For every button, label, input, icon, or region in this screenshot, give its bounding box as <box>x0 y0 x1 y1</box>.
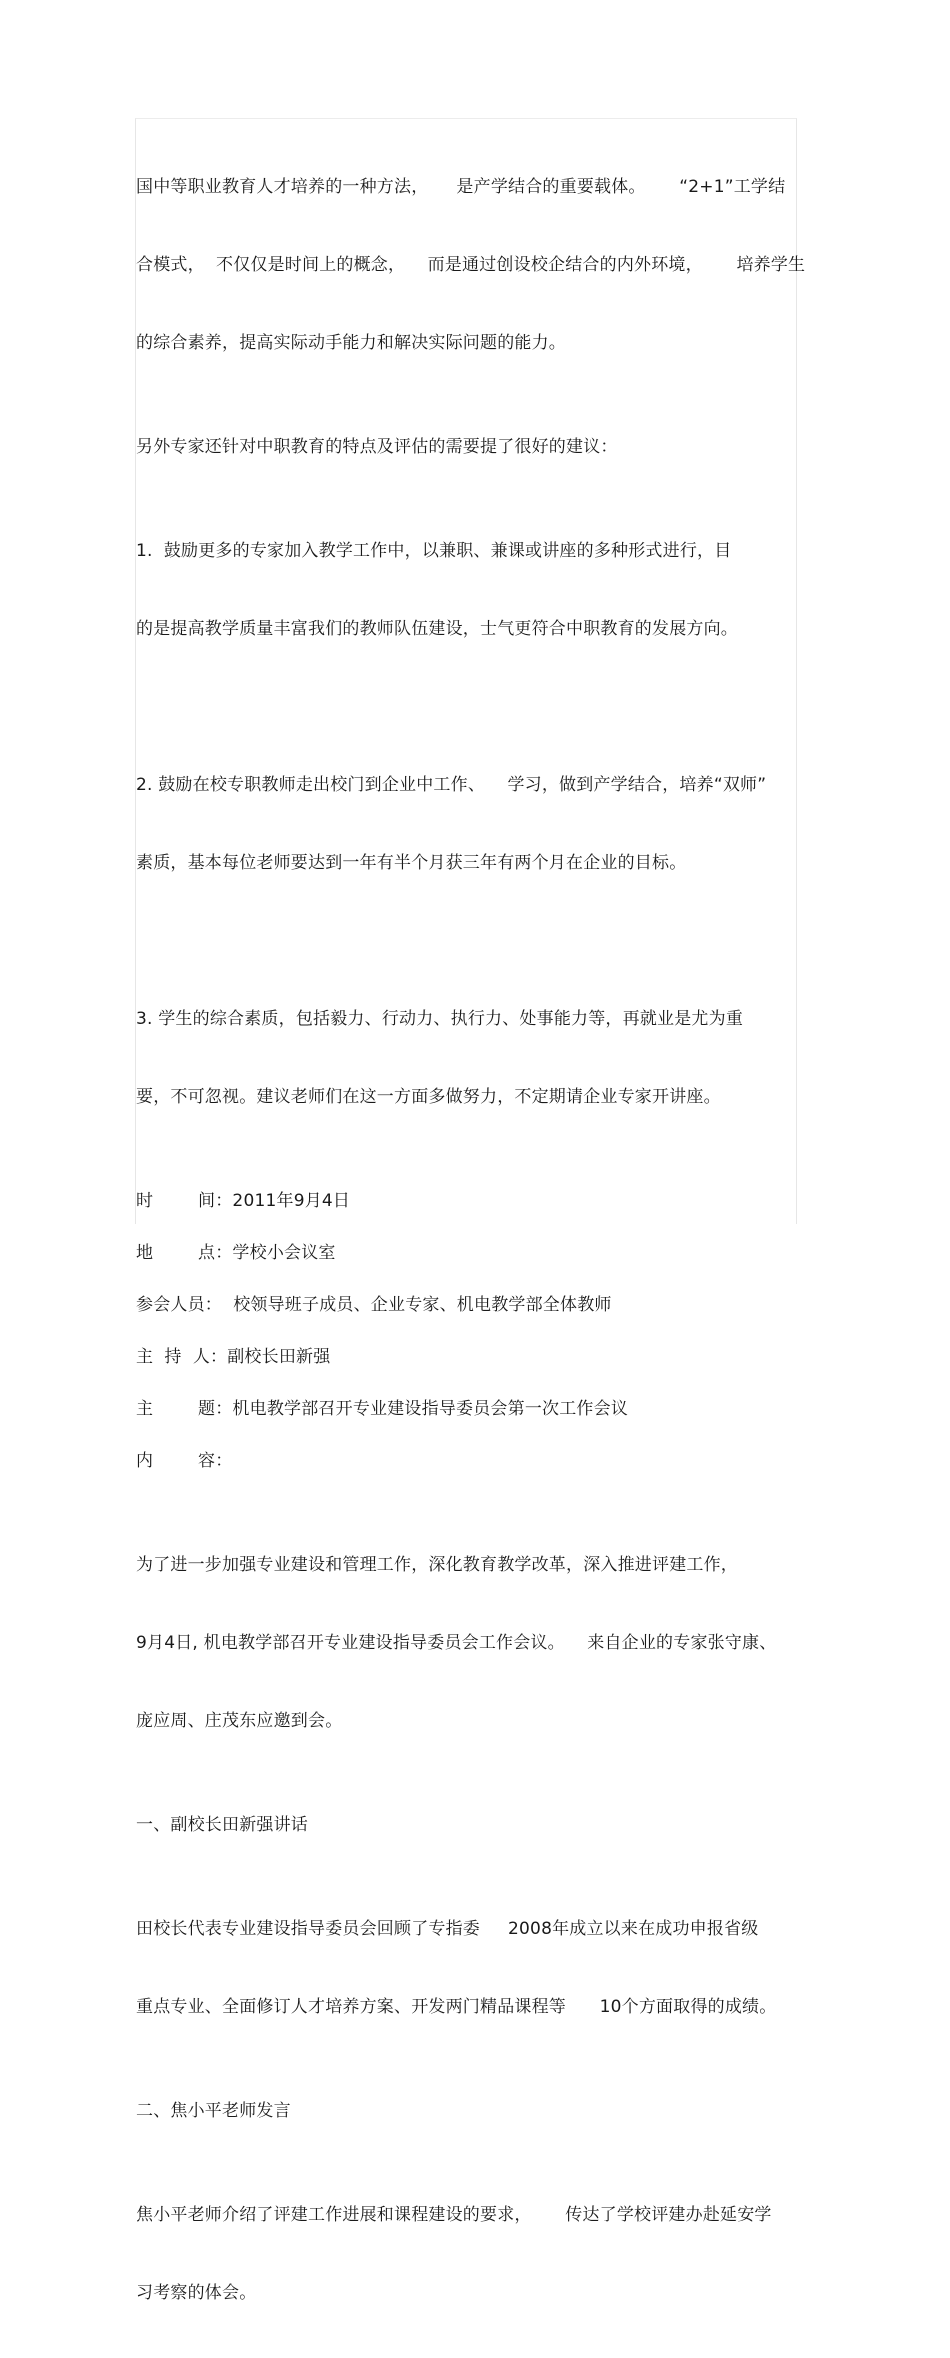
section-1-paragraph <box>136 1864 792 2072</box>
section-2-title: 二、焦小平老师发言 <box>136 2101 291 2121</box>
content-line: 庞应周、庄茂东应邀到会。 <box>136 1711 343 1731</box>
advice-intro: 另外专家还针对中职教育的特点及评估的需要提了很好的建议： <box>136 437 618 457</box>
meeting-host: 主 持 人：副校长田新强 <box>136 1347 331 1367</box>
document-body <box>136 122 806 2358</box>
intro-line: 国中等职业教育人才培养的一种方法， 是产学结合的重要载体。 “2+1”工学结 <box>136 177 786 197</box>
meeting-time: 时 间：2011年9月4日 <box>136 1191 351 1211</box>
advice-line: 3. 学生的综合素质，包括毅力、行动力、执行力、处事能力等，再就业是尤为重 <box>136 1009 744 1029</box>
section-2-paragraph <box>136 2150 792 2358</box>
meeting-content-label: 内 容： <box>136 1451 233 1471</box>
content-paragraph <box>136 1500 792 1786</box>
content-line: 为了进一步加强专业建设和管理工作，深化教育教学改革，深入推进评建工作， <box>136 1555 738 1575</box>
content-line: 9月4日, 机电教学部召开专业建设指导委员会工作会议。 来自企业的专家张守康、 <box>136 1633 777 1653</box>
intro-line: 合模式， 不仅仅是时间上的概念， 而是通过创设校企结合的内外环境， 培养学生 <box>136 255 806 275</box>
advice-item-2 <box>136 720 792 928</box>
advice-line: 1. 鼓励更多的专家加入教学工作中，以兼职、兼课或讲座的多种形式进行，目 <box>136 541 732 561</box>
meeting-place: 地 点：学校小会议室 <box>136 1243 336 1263</box>
intro-paragraph <box>136 122 806 408</box>
advice-line: 要，不可忽视。建议老师们在这一方面多做努力，不定期请企业专家开讲座。 <box>136 1087 721 1107</box>
meeting-attendees: 参会人员： 校领导班子成员、企业专家、机电教学部全体教师 <box>136 1295 612 1315</box>
advice-line: 的是提高教学质量丰富我们的教师队伍建设，士气更符合中职教育的发展方向。 <box>136 619 738 639</box>
section-line: 习考察的体会。 <box>136 2283 257 2303</box>
advice-line: 2. 鼓励在校专职教师走出校门到企业中工作、 学习，做到产学结合，培养“双师” <box>136 775 767 795</box>
advice-item-3 <box>136 954 792 1162</box>
advice-line: 素质，基本每位老师要达到一年有半个月获三年有两个月在企业的目标。 <box>136 853 687 873</box>
section-1-title: 一、副校长田新强讲话 <box>136 1815 308 1835</box>
section-line: 焦小平老师介绍了评建工作进展和课程建设的要求， 传达了学校评建办赴延安学 <box>136 2205 772 2225</box>
intro-line: 的综合素养，提高实际动手能力和解决实际问题的能力。 <box>136 333 566 353</box>
advice-item-1 <box>136 486 792 694</box>
meeting-topic: 主 题：机电教学部召开专业建设指导委员会第一次工作会议 <box>136 1399 629 1419</box>
section-line: 重点专业、全面修订人才培养方案、开发两门精品课程等 10个方面取得的成绩。 <box>136 1997 777 2017</box>
section-line: 田校长代表专业建设指导委员会回顾了专指委 2008年成立以来在成功申报省级 <box>136 1919 759 1939</box>
